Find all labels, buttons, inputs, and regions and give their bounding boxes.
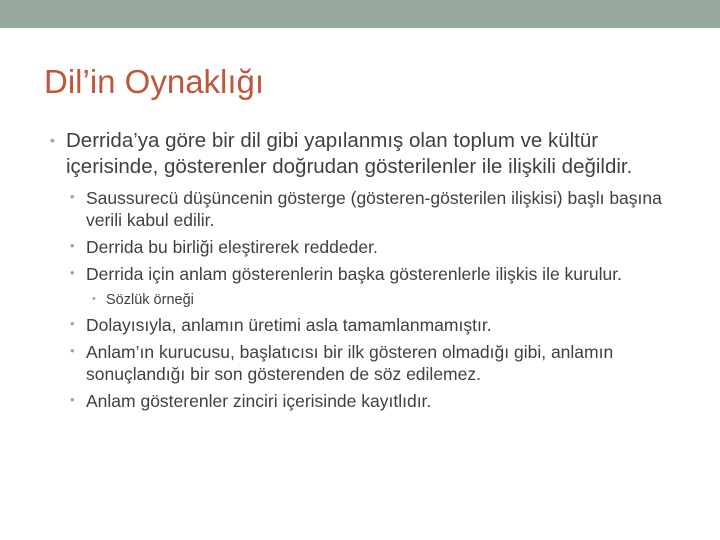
sub-bullet-text: Derrida bu birliği eleştirerek reddeder.	[86, 237, 378, 257]
sub-bullet-text: Anlam’ın kurucusu, başlatıcısı bir ilk gösteren olmadığı gibi, anlamın sonuçlandığı bir son gösterenden de söz edilemez.	[86, 342, 614, 384]
sub-sub-bullet-item	[44, 290, 694, 310]
sub-sub-bullet-text: Sözlük örneği	[106, 292, 194, 308]
sub-bullet-text: Derrida için anlam gösterenlerin başka gösterenlerle ilişkis ile kurulur.	[86, 264, 622, 284]
bullet-dot-icon: •	[70, 189, 75, 204]
bullet-dot-icon: •	[70, 392, 75, 407]
top-accent-band	[0, 0, 720, 28]
sub-bullet-text: Anlam gösterenler zinciri içerisinde kayıtlıdır.	[86, 391, 432, 411]
bullet-dot-icon: •	[70, 265, 75, 280]
sub-bullet-item	[44, 263, 694, 285]
bullet-dot-icon: •	[92, 293, 96, 305]
bullet-text: Derrida’ya göre bir dil gibi yapılanmış olan toplum ve kültür içerisinde, gösterenler doğrudan gösterilenler ile ilişkili değildir.	[66, 129, 633, 178]
sub-bullet-text: Dolayısıyla, anlamın üretimi asla tamamlanmamıştır.	[86, 315, 492, 335]
sub-bullet-item	[44, 187, 694, 231]
bullet-dot-icon: •	[50, 132, 55, 148]
bullet-item	[44, 128, 694, 180]
sub-bullet-text: Saussurecü düşüncenin gösterge (gösteren-gösterilen ilişkisi) başlı başına verili kabul edilir.	[86, 188, 662, 230]
slide-content	[44, 128, 694, 417]
bullet-dot-icon: •	[70, 343, 75, 358]
sub-bullet-item	[44, 390, 694, 412]
bullet-dot-icon: •	[70, 238, 75, 253]
sub-bullet-item	[44, 314, 694, 336]
sub-bullet-item	[44, 341, 694, 385]
bullet-dot-icon: •	[70, 316, 75, 331]
sub-bullet-item	[44, 236, 694, 258]
slide-title: Dil’in Oynaklığı	[44, 63, 265, 100]
